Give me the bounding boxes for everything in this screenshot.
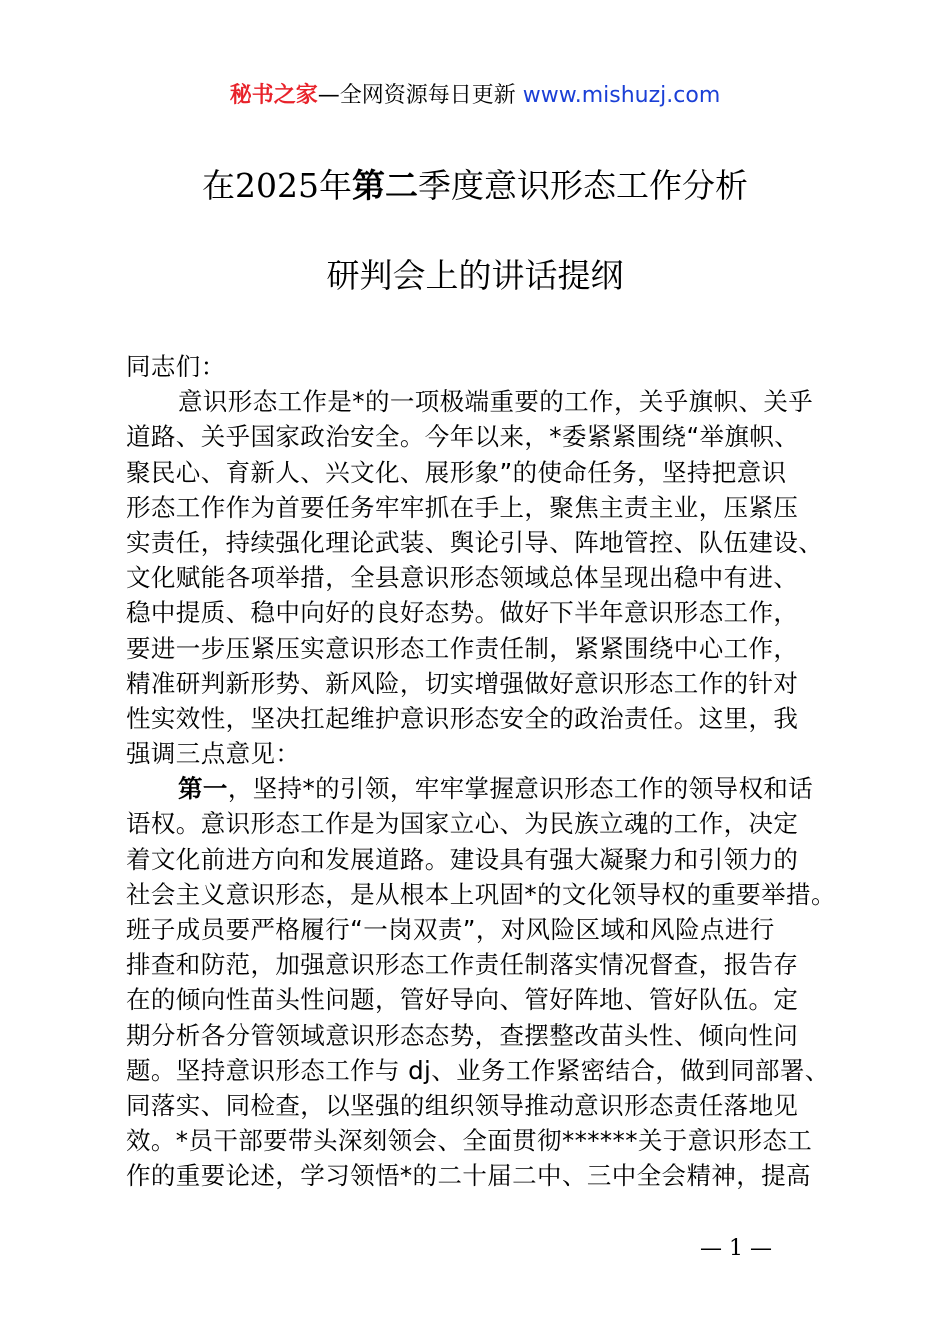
paragraph-line: 期分析各分管领域意识形态态势，查摆整改苗头性、倾向性问 [126, 1020, 799, 1050]
paragraph-line: 排查和防范，加强意识形态工作责任制落实情况督查，报告存 [126, 950, 799, 980]
paragraph-line: 道路、关乎国家政治安全。今年以来，*委紧紧围绕“举旗帜、 [126, 422, 800, 452]
site-url-link[interactable]: www.mishuzj.com [522, 83, 721, 108]
paragraph-line: 要进一步压紧压实意识形态工作责任制，紧紧围绕中心工作， [126, 633, 799, 663]
point-one-text: ，坚持*的引领，牢牢掌握意识形态工作的领导权和话 [227, 774, 814, 804]
paragraph-line: 社会主义意识形态，是从根本上巩固*的文化领导权的重要举措。 [126, 879, 836, 909]
title-year: 2025 [235, 166, 319, 205]
paragraph-line: 稳中提质、稳中向好的良好态势。做好下半年意识形态工作， [126, 598, 799, 628]
paragraph-line: 性实效性，坚决扛起维护意识形态安全的政治责任。这里，我 [126, 703, 799, 733]
paragraph-line: 文化赋能各项举措，全县意识形态领域总体呈现出稳中有进、 [126, 563, 799, 593]
page-number: — 1 — [700, 1236, 772, 1261]
paragraph-line: 精准研判新形势、新风险，切实增强做好意识形态工作的针对 [126, 668, 799, 698]
paragraph-line: 实责任，持续强化理论武装、舆论引导、阵地管控、队伍建设、 [126, 527, 824, 557]
paragraph-line: 在的倾向性苗头性问题，管好导向、管好阵地、管好队伍。定 [126, 985, 799, 1015]
title-year-suffix: 年 [318, 166, 352, 205]
title-prefix: 在 [202, 166, 235, 205]
site-brand: 秘书之家 [229, 83, 318, 108]
salutation: 同志们： [126, 352, 226, 381]
paragraph-line: 班子成员要严格履行“一岗双责”，对风险区域和风险点进行 [126, 915, 775, 944]
paragraph-line: 作的重要论述，学习领悟*的二十届二中、三中全会精神，提高 [126, 1161, 811, 1191]
paragraph-line: 效。*员干部要带头深刻领会、全面贯彻******关于意识形态工 [126, 1126, 813, 1156]
paragraph-line: 语权。意识形态工作是为国家立心、为民族立魂的工作，决定 [126, 809, 799, 839]
site-header [0, 80, 950, 112]
document-title-line-1 [0, 164, 950, 208]
paragraph-line [126, 771, 838, 806]
paragraph-line: 聚民心、育新人、兴文化、展形象”的使命任务，坚持把意识 [126, 457, 787, 487]
paragraph-line: 题。坚持意识形态工作与 dj、业务工作紧密结合，做到同部署、 [126, 1055, 830, 1085]
site-tagline: —全网资源每日更新 [317, 83, 516, 108]
paragraph-line: 意识形态工作是*的一项极端重要的工作，关乎旗帜、关乎 [178, 387, 814, 417]
document-body [126, 349, 838, 1194]
title-quarter: 第二 [351, 166, 418, 205]
paragraph-line: 强调三点意见： [126, 739, 301, 769]
paragraph-line: 形态工作作为首要任务牢牢抓在手上，聚焦主责主业，压紧压 [126, 492, 799, 522]
title-remainder: 季度意识形态工作分析 [417, 166, 748, 205]
point-one-heading: 第一 [178, 774, 228, 804]
paragraph-line: 着文化前进方向和发展道路。建设具有强大凝聚力和引领力的 [126, 844, 799, 874]
document-title-line-2: 研判会上的讲话提纲 [326, 256, 624, 295]
paragraph-line: 同落实、同检查，以坚强的组织领导推动意识形态责任落地见 [126, 1090, 799, 1120]
